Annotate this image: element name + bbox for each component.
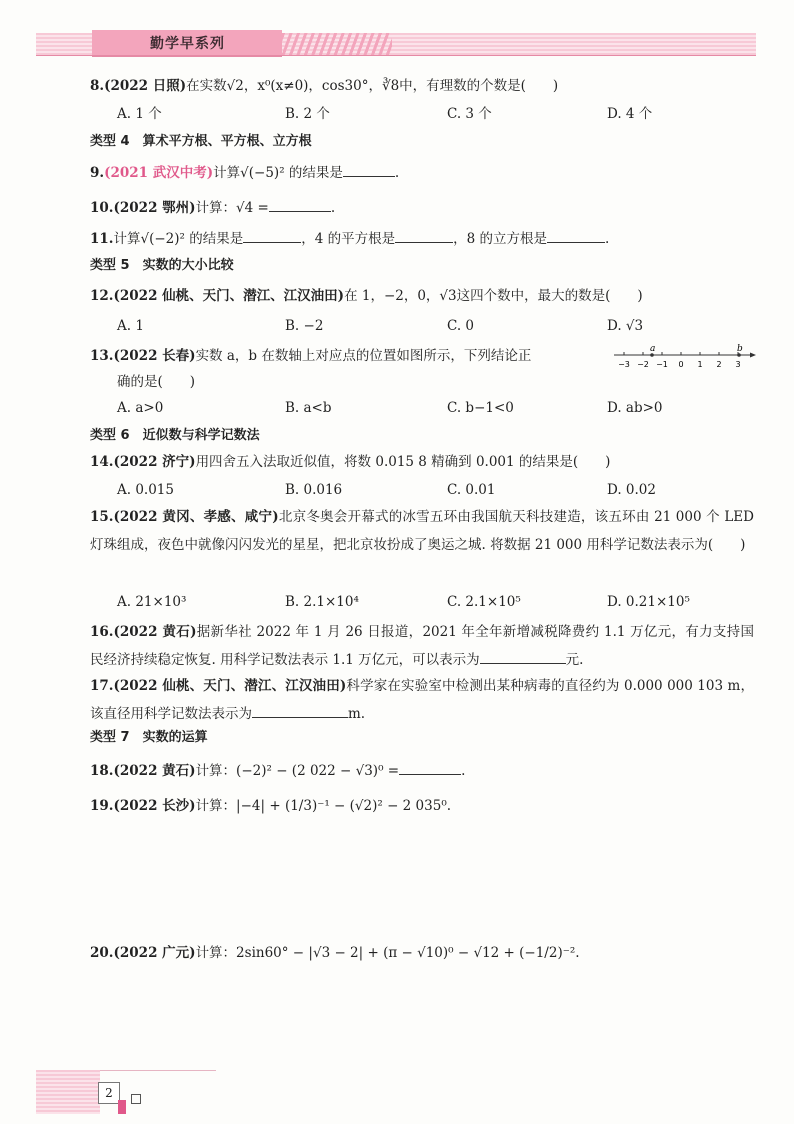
question-text: ，4 的平方根是 bbox=[301, 231, 396, 247]
page-number: 2 bbox=[98, 1082, 120, 1104]
header-stripes bbox=[282, 33, 392, 55]
question-20 bbox=[90, 943, 580, 963]
answer-blank[interactable] bbox=[343, 162, 395, 177]
question-13-cont: 确的是( ) bbox=[117, 374, 196, 390]
question-source: (2022 仙桃、天门、潜江、江汉油田) bbox=[113, 678, 347, 694]
question-18 bbox=[90, 760, 465, 781]
answer-blank[interactable] bbox=[252, 703, 348, 718]
question-15 bbox=[90, 503, 754, 559]
page-series-title: 勤学早系列 bbox=[150, 36, 225, 52]
question-source: (2022 济宁) bbox=[113, 454, 196, 470]
question-text: 计算√(−5)² 的结果是 bbox=[213, 165, 343, 181]
question-9 bbox=[90, 162, 399, 183]
footer-band bbox=[36, 1070, 100, 1114]
question-source: (2022 黄石) bbox=[113, 763, 196, 779]
question-text: 在 1，−2，0，√3这四个数中，最大的数是( ) bbox=[344, 288, 643, 304]
axis-arrow bbox=[750, 353, 756, 358]
question-source: (2022 黄石) bbox=[113, 624, 197, 640]
answer-blank[interactable] bbox=[269, 197, 331, 212]
option-d: D. 4 个 bbox=[607, 106, 653, 122]
footer-square-icon bbox=[131, 1094, 141, 1104]
question-end: m. bbox=[348, 706, 366, 722]
question-number: 16. bbox=[90, 624, 114, 640]
label-a: a bbox=[650, 344, 656, 354]
section-heading-type5: 类型 5 实数的大小比较 bbox=[90, 258, 234, 273]
question-text: 计算：2sin60° − |√3 − 2| + (π − √10)⁰ − √12 + (−1/2)⁻². bbox=[195, 945, 580, 961]
tick-label: −2 bbox=[637, 360, 649, 369]
option-d: D. 0.02 bbox=[607, 482, 656, 498]
question-14 bbox=[90, 452, 610, 472]
option-b: B. a<b bbox=[285, 400, 332, 416]
question-19 bbox=[90, 796, 451, 816]
question-number: 12. bbox=[90, 288, 114, 304]
question-text: 计算√(−2)² 的结果是 bbox=[113, 231, 244, 247]
question-11 bbox=[90, 228, 609, 249]
question-text: 据新华社 2022 年 1 月 26 日报道，2021 年全年新增减税降费约 1.1 万亿元，有力支持国民经济持续稳定恢复. 用科学记数法表示 1.1 万亿元，可以表示为 bbox=[90, 624, 754, 668]
question-12 bbox=[90, 286, 643, 306]
answer-blank-2[interactable] bbox=[395, 228, 453, 243]
answer-blank-1[interactable] bbox=[243, 228, 301, 243]
section-heading-type4: 类型 4 算术平方根、平方根、立方根 bbox=[90, 134, 312, 149]
option-c: C. 0.01 bbox=[447, 482, 496, 498]
option-b: B. 2.1×10⁴ bbox=[285, 594, 359, 610]
answer-blank[interactable] bbox=[480, 649, 566, 664]
question-16 bbox=[90, 618, 754, 674]
question-source: (2022 长春) bbox=[113, 348, 196, 364]
question-number: 15. bbox=[90, 509, 114, 525]
question-end: . bbox=[461, 763, 466, 779]
question-text: 北京冬奥会开幕式的冰雪五环由我国航天科技建造，该五环由 21 000 个 LED 灯珠组成，夜色中就像闪闪发光的星星，把北京妆扮成了奥运之城. 将数据 21 000 用科学记数法表示为( ) bbox=[90, 509, 754, 553]
question-text: ，8 的立方根是 bbox=[453, 231, 548, 247]
option-b: B. −2 bbox=[285, 318, 324, 334]
tick-label: 2 bbox=[716, 360, 722, 369]
question-source: (2022 日照) bbox=[104, 78, 187, 94]
question-8 bbox=[90, 76, 558, 96]
question-end: . bbox=[330, 200, 336, 216]
number-line-figure bbox=[614, 343, 756, 373]
tick-label: 0 bbox=[678, 360, 684, 369]
question-number: 10. bbox=[90, 200, 114, 216]
question-10 bbox=[90, 197, 335, 218]
question-source: (2022 仙桃、天门、潜江、江汉油田) bbox=[113, 288, 345, 304]
question-source: (2022 鄂州) bbox=[113, 200, 196, 216]
label-b: b bbox=[737, 344, 743, 354]
answer-blank[interactable] bbox=[399, 760, 461, 775]
question-source: (2022 黄冈、孝感、咸宁) bbox=[113, 509, 279, 525]
answer-blank-3[interactable] bbox=[547, 228, 605, 243]
question-end: . bbox=[605, 231, 610, 247]
question-text: 计算：(−2)² − (2 022 − √3)⁰ = bbox=[195, 763, 400, 779]
tick-label: −3 bbox=[618, 360, 630, 369]
section-heading-type6: 类型 6 近似数与科学记数法 bbox=[90, 428, 260, 443]
question-text: 科学家在实验室中检测出某种病毒的直径约为 0.000 000 103 m，该直径用科学记数法表示为 bbox=[90, 678, 754, 722]
section-heading-type7: 类型 7 实数的运算 bbox=[90, 730, 208, 745]
question-number: 14. bbox=[90, 454, 114, 470]
option-d: D. 0.21×10⁵ bbox=[607, 594, 690, 610]
question-source: (2022 长沙) bbox=[113, 798, 196, 814]
header-divider bbox=[36, 55, 756, 56]
question-number: 20. bbox=[90, 945, 114, 961]
option-a: A. a>0 bbox=[117, 400, 164, 416]
option-d: D. √3 bbox=[607, 318, 644, 334]
option-d: D. ab>0 bbox=[607, 400, 663, 416]
option-a: A. 21×10³ bbox=[117, 594, 187, 610]
question-17 bbox=[90, 672, 754, 728]
option-a: A. 0.015 bbox=[117, 482, 174, 498]
question-number: 9. bbox=[90, 165, 105, 181]
option-c: C. b−1<0 bbox=[447, 400, 514, 416]
question-number: 8. bbox=[90, 78, 105, 94]
question-13 bbox=[90, 346, 531, 366]
footer-accent-bar bbox=[118, 1100, 126, 1114]
question-end: . bbox=[394, 165, 400, 181]
question-text: 在实数√2，x⁰(x≠0)，cos30°，∛8中，有理数的个数是( ) bbox=[186, 78, 559, 94]
tick-label: 1 bbox=[697, 360, 703, 369]
question-number: 17. bbox=[90, 678, 114, 694]
question-source: (2021 武汉中考) bbox=[104, 165, 214, 181]
question-text: 用四舍五入法取近似值，将数 0.015 8 精确到 0.001 的结果是( ) bbox=[195, 454, 611, 470]
tick-label: 3 bbox=[735, 360, 741, 369]
tick-label: −1 bbox=[656, 360, 668, 369]
question-text: 实数 a，b 在数轴上对应点的位置如图所示，下列结论正 bbox=[195, 348, 532, 364]
option-c: C. 0 bbox=[447, 318, 475, 334]
question-number: 19. bbox=[90, 798, 114, 814]
question-number: 13. bbox=[90, 348, 114, 364]
question-end: 元. bbox=[565, 652, 584, 668]
option-c: C. 2.1×10⁵ bbox=[447, 594, 521, 610]
option-b: B. 2 个 bbox=[285, 106, 330, 122]
question-number: 11. bbox=[90, 231, 114, 247]
option-a: A. 1 个 bbox=[117, 106, 162, 122]
question-number: 18. bbox=[90, 763, 114, 779]
option-b: B. 0.016 bbox=[285, 482, 343, 498]
question-text: 计算：|−4| + (1/3)⁻¹ − (√2)² − 2 035⁰. bbox=[195, 798, 452, 814]
option-a: A. 1 bbox=[117, 318, 144, 334]
question-text: 计算：√4 = bbox=[195, 200, 269, 216]
question-source: (2022 广元) bbox=[113, 945, 196, 961]
option-c: C. 3 个 bbox=[447, 106, 492, 122]
